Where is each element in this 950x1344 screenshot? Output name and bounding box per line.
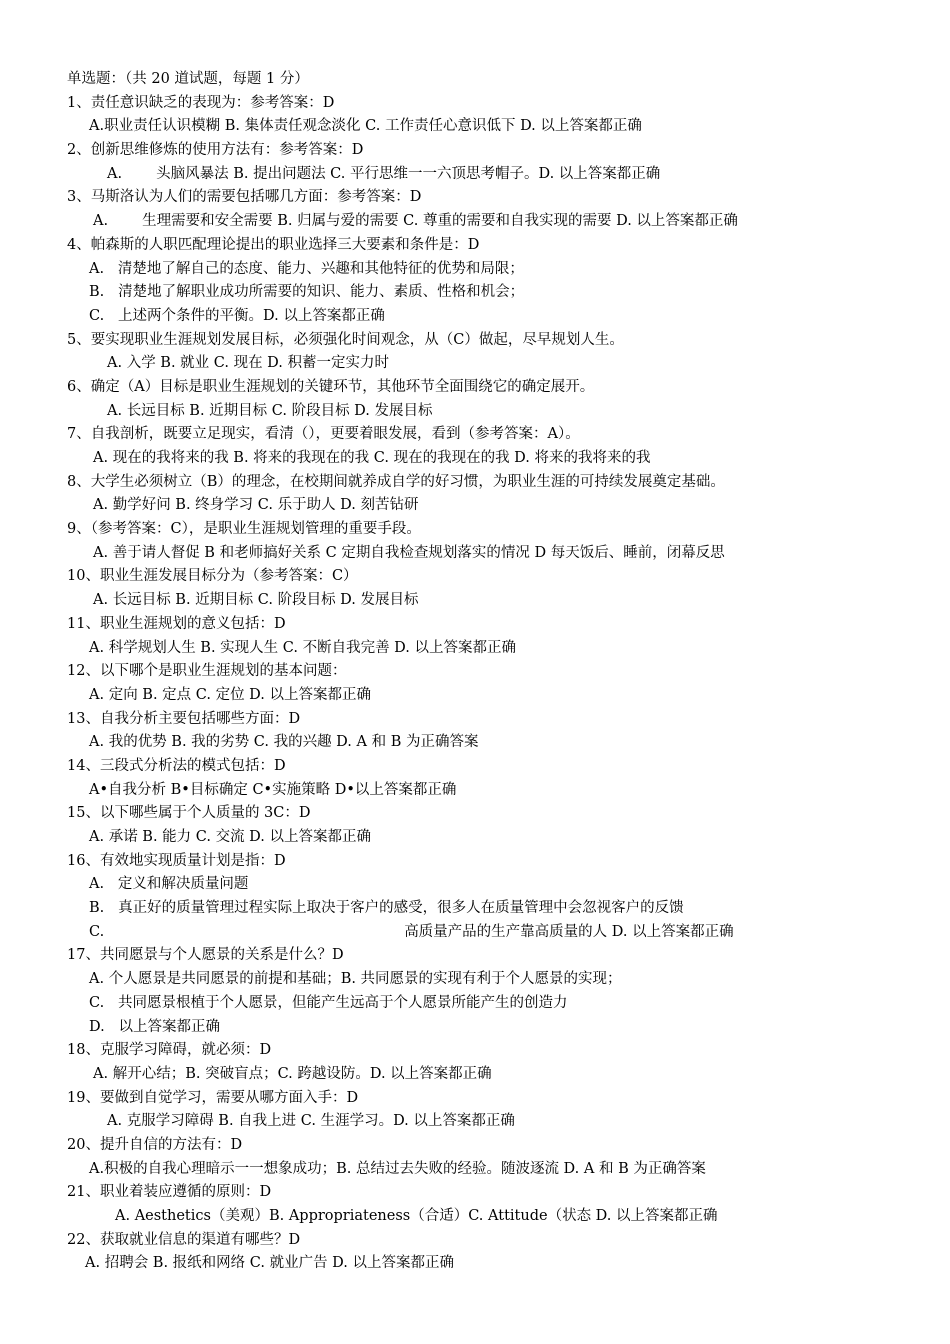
question-15: 15、以下哪些属于个人质量的 3C：D [67, 805, 311, 822]
question-13: 13、自我分析主要包括哪些方面：D [67, 710, 301, 727]
question-12-options: A. 定向 B. 定点 C. 定位 D. 以上答案都正确 [89, 686, 372, 703]
question-16-option-b: B. 真正好的质量管理过程实际上取决于客户的感受，很多人在质量管理中会忽视客户的反馈 [89, 900, 684, 917]
question-4-option-b: B. 清楚地了解职业成功所需要的知识、能力、素质、性格和机会； [89, 284, 525, 301]
question-8: 8、大学生必须树立（B）的理念，在校期间就养成自学的好习惯，为职业生涯的可持续发展奠定基础。 [67, 473, 725, 490]
question-17-option-d: D. 以上答案都正确 [89, 1018, 221, 1035]
question-4-option-c: C. 上述两个条件的平衡。D. 以上答案都正确 [89, 307, 385, 324]
question-16-option-c [67, 921, 927, 945]
question-10: 10、职业生涯发展目标分为（参考答案：C） [67, 568, 358, 585]
option-text: 头脑风暴法 B. 提出问题法 C. 平行思维一一六顶思考帽子。D. 以上答案都正确 [156, 165, 661, 182]
question-8-options: A. 勤学好问 B. 终身学习 C. 乐于助人 D. 刻苦钻研 [93, 497, 419, 514]
option-text: 生理需要和安全需要 B. 归属与爱的需要 C. 尊重的需要和自我实现的需要 D. 以上答案都正确 [142, 213, 738, 230]
question-17-option-c: C. 共同愿景根植于个人愿景，但能产生远高于个人愿景所能产生的创造力 [89, 994, 568, 1011]
question-10-options: A. 长远目标 B. 近期目标 C. 阶段目标 D. 发展目标 [93, 592, 419, 609]
question-5: 5、要实现职业生涯规划发展目标，必须强化时间观念，从（C）做起，尽早规划人生。 [67, 331, 624, 348]
question-20: 20、提升自信的方法有：D [67, 1136, 243, 1153]
question-16: 16、有效地实现质量计划是指：D [67, 852, 286, 869]
question-17: 17、共同愿景与个人愿景的关系是什么？D [67, 947, 344, 964]
question-4: 4、帕森斯的人职匹配理论提出的职业选择三大要素和条件是：D [67, 236, 480, 253]
question-19-options: A. 克服学习障碍 B. 自我上进 C. 生涯学习。D. 以上答案都正确 [107, 1113, 515, 1130]
question-12: 12、以下哪个是职业生涯规划的基本问题： [67, 663, 347, 680]
question-11-options: A. 科学规划人生 B. 实现人生 C. 不断自我完善 D. 以上答案都正确 [89, 639, 517, 656]
question-18: 18、克服学习障碍，就必须：D [67, 1042, 272, 1059]
question-22: 22、获取就业信息的渠道有哪些？D [67, 1231, 301, 1248]
question-9-options: A. 善于请人督促 B 和老师搞好关系 C 定期自我检查规划落实的情况 D 每天饭后、睡前，闭幕反思 [93, 544, 725, 561]
question-21: 21、职业着装应遵循的原则：D [67, 1184, 272, 1201]
question-4-option-a: A. 清楚地了解自己的态度、能力、兴趣和其他特征的优势和局限； [89, 260, 524, 277]
question-6-options: A. 长远目标 B. 近期目标 C. 阶段目标 D. 发展目标 [107, 402, 433, 419]
question-17-option-a: A. 个人愿景是共同愿景的前提和基础；B. 共同愿景的实现有利于个人愿景的实现； [89, 971, 622, 988]
question-20-options: A.积极的自我心理暗示一一想象成功；B. 总结过去失败的经验。随波逐流 D. A 和 B 为正确答案 [89, 1160, 706, 1177]
section-header: 单选题：（共 20 道试题，每题 1 分） [67, 71, 309, 87]
question-7-options: A. 现在的我将来的我 B. 将来的我现在的我 C. 现在的我现在的我 D. 将来的我将来的我 [93, 450, 651, 466]
question-7: 7、自我剖析，既要立足现实，看清（），更要着眼发展，看到（参考答案：A）。 [67, 426, 580, 443]
question-14-options: A•自我分析 B•目标确定 C•实施策略 D•以上答案都正确 [89, 781, 457, 798]
option-a-label: A. [93, 213, 109, 230]
document-body [67, 68, 927, 1276]
question-14: 14、三段式分析法的模式包括：D [67, 757, 286, 774]
option-c-label: C. [89, 923, 105, 940]
question-1-options: A.职业责任认识模糊 B. 集体责任观念淡化 C. 工作责任心意识低下 D. 以上答案都正确 [89, 118, 642, 135]
question-2-options [67, 163, 927, 187]
question-19: 19、要做到自觉学习，需要从哪方面入手：D [67, 1089, 359, 1106]
question-2: 2、创新思维修炼的使用方法有：参考答案：D [67, 142, 364, 159]
question-9: 9、（参考答案：C），是职业生涯规划管理的重要手段。 [67, 521, 421, 538]
question-1: 1、责任意识缺乏的表现为：参考答案：D [67, 94, 335, 111]
question-13-options: A. 我的优势 B. 我的劣势 C. 我的兴趣 D. A 和 B 为正确答案 [89, 734, 479, 751]
question-16-option-a: A. 定义和解决质量问题 [89, 876, 249, 893]
question-22-options: A. 招聘会 B. 报纸和网络 C. 就业广告 D. 以上答案都正确 [85, 1255, 455, 1272]
question-21-options: A. Aesthetics（美观）B. Appropriateness（合适）C. Attitude（状态 D. 以上答案都正确 [115, 1208, 718, 1224]
question-5-options: A. 入学 B. 就业 C. 现在 D. 积蓄一定实力时 [107, 355, 390, 372]
question-15-options: A. 承诺 B. 能力 C. 交流 D. 以上答案都正确 [89, 829, 372, 845]
question-11: 11、职业生涯规划的意义包括：D [67, 615, 286, 632]
question-3: 3、马斯洛认为人们的需要包括哪几方面：参考答案：D [67, 189, 422, 206]
question-6: 6、确定（A）目标是职业生涯规划的关键环节，其他环节全面围绕它的确定展开。 [67, 378, 595, 395]
question-18-options: A. 解开心结；B. 突破盲点；C. 跨越设防。D. 以上答案都正确 [93, 1065, 492, 1082]
option-a-label: A. [107, 165, 123, 182]
question-3-options [67, 210, 927, 234]
option-text: 高质量产品的生产靠高质量的人 D. 以上答案都正确 [404, 923, 734, 940]
